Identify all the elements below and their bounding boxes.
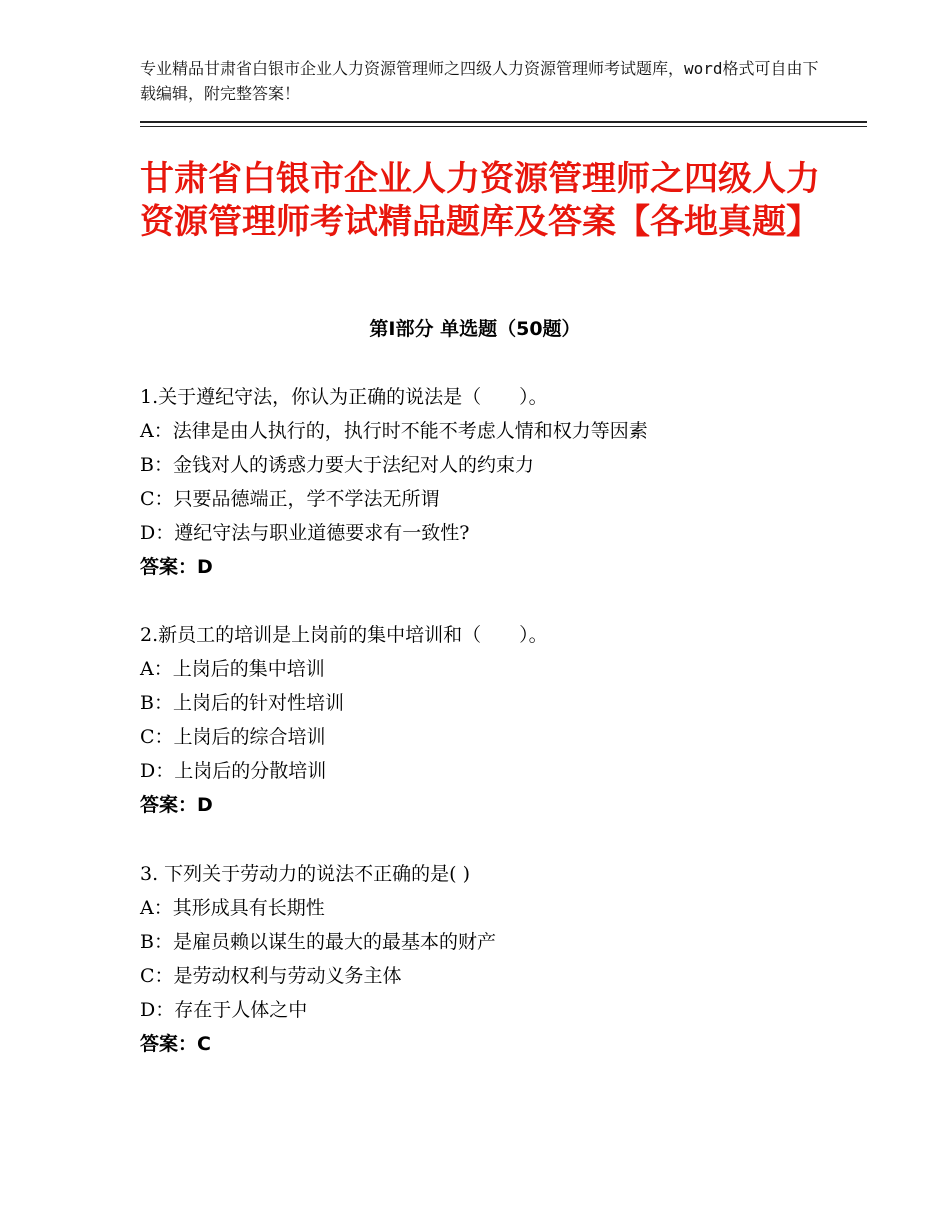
option-b: B：金钱对人的诱惑力要大于法纪对人的约束力 xyxy=(140,454,534,476)
option-a: A：其形成具有长期性 xyxy=(140,897,325,919)
option-b: B：是雇员赖以谋生的最大的最基本的财产 xyxy=(140,931,496,953)
answer: 答案：C xyxy=(140,1033,211,1055)
header-note: 专业精品甘肃省白银市企业人力资源管理师之四级人力资源管理师考试题库，word格式可自由下载编辑，附完整答案！ xyxy=(140,59,819,103)
answer: 答案：D xyxy=(140,556,213,578)
question-block-1 xyxy=(140,380,860,584)
section-heading: 第Ⅰ部分 单选题（50题） xyxy=(369,318,581,340)
answer: 答案：D xyxy=(140,794,213,816)
header-rule-thin xyxy=(140,126,867,127)
option-c: C：上岗后的综合培训 xyxy=(140,726,326,748)
option-a: A：法律是由人执行的，执行时不能不考虑人情和权力等因素 xyxy=(140,420,648,442)
question-stem: 2.新员工的培训是上岗前的集中培训和（ ）。 xyxy=(140,624,548,646)
header-rule-thick xyxy=(140,121,867,123)
option-d: D：遵纪守法与职业道德要求有一致性? xyxy=(140,522,470,544)
option-c: C：是劳动权利与劳动义务主体 xyxy=(140,965,402,987)
option-d: D：存在于人体之中 xyxy=(140,999,308,1021)
question-block-2 xyxy=(140,618,860,822)
option-b: B：上岗后的针对性培训 xyxy=(140,692,344,714)
option-c: C：只要品德端正，学不学法无所谓 xyxy=(140,488,440,510)
option-d: D：上岗后的分散培训 xyxy=(140,760,327,782)
question-stem: 3. 下列关于劳动力的说法不正确的是( ) xyxy=(140,863,471,885)
document-title: 甘肃省白银市企业人力资源管理师之四级人力资源管理师考试精品题库及答案【各地真题】 xyxy=(140,159,820,242)
option-a: A：上岗后的集中培训 xyxy=(140,658,325,680)
question-block-3 xyxy=(140,857,860,1061)
question-stem: 1.关于遵纪守法，你认为正确的说法是（ ）。 xyxy=(140,386,548,408)
